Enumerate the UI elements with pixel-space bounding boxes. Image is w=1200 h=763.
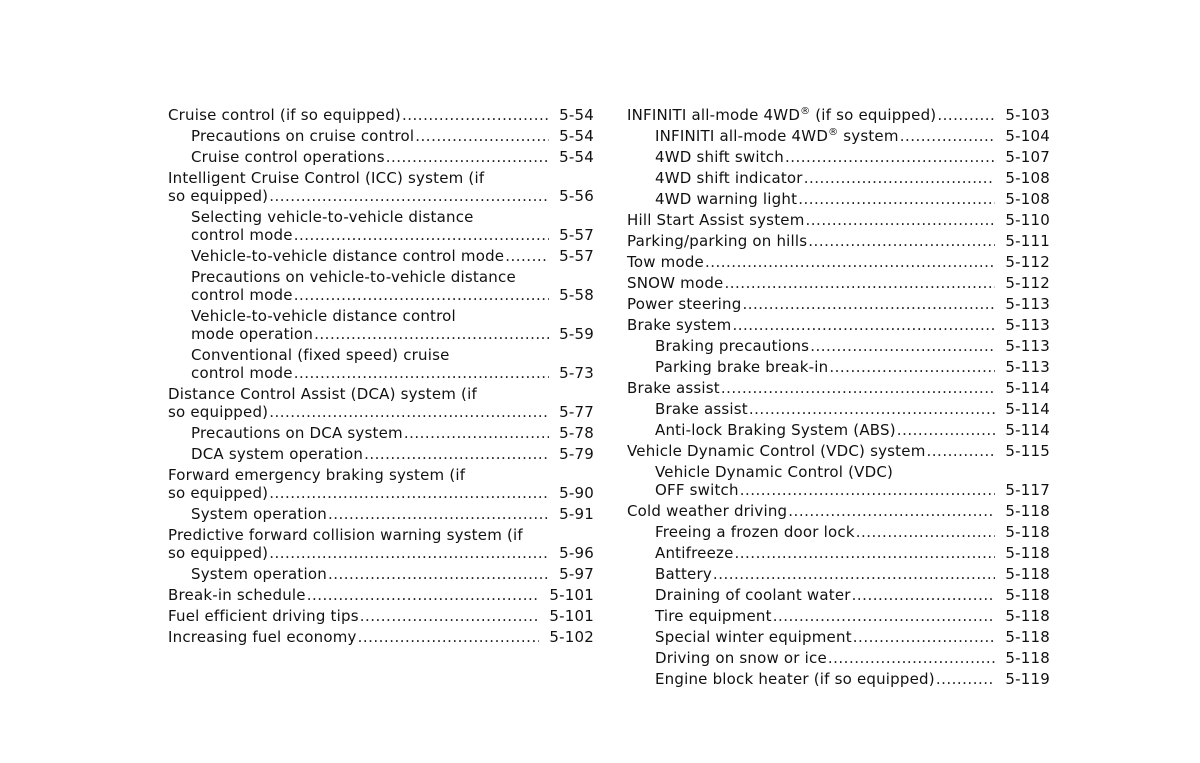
toc-entry-title-line: Vehicle Dynamic Control (VDC)	[655, 463, 894, 481]
toc-entry-braking-precautions[interactable]	[627, 337, 1050, 355]
toc-entry-precautions-on-vehicle-to-vehicle-distance-control-mode[interactable]	[168, 268, 594, 304]
toc-left-column	[168, 106, 594, 646]
toc-entry-title: Brake assist	[627, 379, 720, 397]
toc-page-number: 5-118	[1005, 523, 1050, 541]
dot-leader	[269, 484, 549, 502]
toc-entry-precautions-on-cruise-control[interactable]	[168, 127, 594, 145]
toc-page-number: 5-101	[549, 607, 594, 625]
toc-entry-title: Parking brake break-in	[655, 358, 829, 376]
dot-leader	[404, 424, 549, 442]
dot-leader	[402, 106, 549, 124]
toc-page-number: 5-113	[1005, 316, 1050, 334]
dot-leader	[788, 502, 995, 520]
toc-entry-title-line: Predictive forward collision warning system (if	[168, 526, 523, 544]
toc-entry-draining-of-coolant-water[interactable]	[627, 586, 1050, 604]
dot-leader	[328, 565, 549, 583]
toc-entry-anti-lock-braking-system-abs[interactable]	[627, 421, 1050, 439]
toc-entry-row	[655, 190, 1050, 208]
dot-leader	[360, 607, 540, 625]
toc-entry-tow-mode[interactable]	[627, 253, 1050, 271]
toc-entry-row	[655, 670, 1050, 688]
dot-leader	[936, 670, 996, 688]
toc-entry-distance-control-assist-dca-system-if-so-equipped[interactable]	[168, 385, 594, 421]
toc-entry-infiniti-all-mode-4wd-if-so-equipped[interactable]	[627, 106, 1050, 124]
toc-entry-title-line: Distance Control Assist (DCA) system (if	[168, 385, 477, 403]
toc-entry-title: Battery	[655, 565, 712, 583]
toc-entry-row	[627, 442, 1050, 460]
dot-leader	[713, 565, 995, 583]
dot-leader	[415, 127, 549, 145]
toc-entry-title: so equipped)	[168, 187, 269, 205]
toc-page-number: 5-102	[549, 628, 594, 646]
toc-entry-row	[655, 607, 1050, 625]
toc-entry-title: Precautions on cruise control	[191, 127, 415, 145]
toc-entry-forward-emergency-braking-system-if-so-equipped[interactable]	[168, 466, 594, 502]
toc-entry-dca-system-operation[interactable]	[168, 445, 594, 463]
toc-entry-vehicle-dynamic-control-vdc-off-switch[interactable]	[627, 463, 1050, 499]
toc-entry-row	[168, 403, 594, 421]
toc-page-number: 5-97	[559, 565, 594, 583]
toc-entry-row	[168, 187, 594, 205]
toc-page-number: 5-91	[559, 505, 594, 523]
toc-entry-row	[655, 565, 1050, 583]
toc-entry-title: Vehicle Dynamic Control (VDC) system	[627, 442, 926, 460]
dot-leader	[810, 337, 995, 355]
toc-page-number: 5-73	[559, 364, 594, 382]
toc-entry-title: 4WD warning light	[655, 190, 798, 208]
dot-leader	[798, 190, 995, 208]
toc-entry-selecting-vehicle-to-vehicle-distance-control-mode[interactable]	[168, 208, 594, 244]
toc-page-number: 5-54	[559, 127, 594, 145]
dot-leader	[328, 505, 549, 523]
toc-entry-brake-assist[interactable]	[627, 379, 1050, 397]
toc-entry-row	[191, 247, 594, 265]
toc-entry-title-line: Vehicle-to-vehicle distance control	[191, 307, 456, 325]
toc-page-number: 5-57	[559, 226, 594, 244]
toc-entry-row	[191, 445, 594, 463]
toc-page-number: 5-118	[1005, 628, 1050, 646]
toc-entry-driving-on-snow-or-ice[interactable]	[627, 649, 1050, 667]
toc-entry-row	[168, 484, 594, 502]
toc-entry-title: 4WD shift switch	[655, 148, 784, 166]
dot-leader	[721, 379, 996, 397]
toc-entry-title: so equipped)	[168, 484, 269, 502]
toc-page-number: 5-58	[559, 286, 594, 304]
toc-entry-row	[627, 106, 1050, 124]
toc-page-number: 5-113	[1005, 337, 1050, 355]
toc-entry-title: OFF switch	[655, 481, 739, 499]
toc-page-number: 5-119	[1005, 670, 1050, 688]
toc-entry-snow-mode[interactable]	[627, 274, 1050, 292]
toc-entry-title: Break-in schedule	[168, 586, 306, 604]
toc-entry-title: Parking/parking on hills	[627, 232, 808, 250]
toc-entry-row	[191, 505, 594, 523]
dot-leader	[732, 316, 995, 334]
toc-entry-system-operation[interactable]	[168, 505, 594, 523]
toc-entry-title: Cruise control (if so equipped)	[168, 106, 401, 124]
dot-leader	[856, 523, 996, 541]
toc-entry-row	[191, 127, 594, 145]
toc-entry-row	[655, 337, 1050, 355]
toc-entry-title: Tow mode	[627, 253, 704, 271]
toc-entry-power-steering[interactable]	[627, 295, 1050, 313]
toc-entry-row	[191, 565, 594, 583]
toc-entry-tire-equipment[interactable]	[627, 607, 1050, 625]
toc-entry-row	[191, 364, 594, 382]
toc-entry-4wd-shift-switch[interactable]	[627, 148, 1050, 166]
dot-leader	[307, 586, 540, 604]
toc-page-number: 5-101	[549, 586, 594, 604]
dot-leader	[742, 295, 995, 313]
toc-entry-row	[655, 544, 1050, 562]
toc-entry-fuel-efficient-driving-tips[interactable]	[168, 607, 594, 625]
toc-page-number: 5-90	[559, 484, 594, 502]
toc-entry-title: Precautions on DCA system	[191, 424, 403, 442]
toc-entry-system-operation[interactable]	[168, 565, 594, 583]
toc-page-number: 5-59	[559, 325, 594, 343]
toc-right-column	[627, 106, 1050, 688]
toc-entry-row	[655, 628, 1050, 646]
dot-leader	[829, 358, 995, 376]
toc-entry-row	[655, 481, 1050, 499]
dot-leader	[785, 148, 995, 166]
toc-page-number: 5-108	[1005, 190, 1050, 208]
toc-entry-row	[627, 232, 1050, 250]
dot-leader	[808, 232, 995, 250]
dot-leader	[740, 481, 996, 499]
toc-page-number: 5-112	[1005, 274, 1050, 292]
toc-entry-row	[627, 274, 1050, 292]
toc-page-number: 5-114	[1005, 400, 1050, 418]
toc-entry-title: Freeing a frozen door lock	[655, 523, 855, 541]
toc-entry-row	[627, 253, 1050, 271]
toc-entry-row	[191, 325, 594, 343]
toc-entry-title: Brake assist	[655, 400, 748, 418]
toc-entry-row	[627, 211, 1050, 229]
toc-page-number: 5-57	[559, 247, 594, 265]
toc-entry-title: 4WD shift indicator	[655, 169, 803, 187]
toc-page-number: 5-107	[1005, 148, 1050, 166]
toc-page-number: 5-113	[1005, 295, 1050, 313]
toc-page-number: 5-112	[1005, 253, 1050, 271]
dot-leader	[735, 544, 996, 562]
dot-leader	[358, 628, 540, 646]
toc-page-number: 5-79	[559, 445, 594, 463]
toc-entry-title: INFINITI all-mode 4WD® system	[655, 127, 899, 145]
dot-leader	[314, 325, 549, 343]
toc-entry-title-line: Forward emergency braking system (if	[168, 466, 466, 484]
toc-page-number: 5-118	[1005, 565, 1050, 583]
toc-entry-row	[655, 358, 1050, 376]
toc-entry-row	[191, 226, 594, 244]
toc-entry-title: System operation	[191, 565, 327, 583]
toc-page-number: 5-56	[559, 187, 594, 205]
toc-entry-title: Draining of coolant water	[655, 586, 851, 604]
toc-page-number: 5-103	[1005, 106, 1050, 124]
toc-entry-4wd-warning-light[interactable]	[627, 190, 1050, 208]
toc-page-number: 5-113	[1005, 358, 1050, 376]
toc-page-number: 5-78	[559, 424, 594, 442]
toc-entry-row	[655, 523, 1050, 541]
toc-entry-title: Antifreeze	[655, 544, 734, 562]
toc-entry-row	[191, 148, 594, 166]
toc-entry-cruise-control-operations[interactable]	[168, 148, 594, 166]
toc-entry-title: Cruise control operations	[191, 148, 385, 166]
toc-entry-freeing-a-frozen-door-lock[interactable]	[627, 523, 1050, 541]
toc-entry-title: DCA system operation	[191, 445, 364, 463]
toc-entry-title-line: Conventional (fixed speed) cruise	[191, 346, 450, 364]
toc-entry-title: control mode	[191, 226, 293, 244]
toc-entry-title: Braking precautions	[655, 337, 810, 355]
dot-leader	[269, 544, 549, 562]
dot-leader	[269, 187, 549, 205]
toc-entry-title: Special winter equipment	[655, 628, 852, 646]
toc-page-number: 5-96	[559, 544, 594, 562]
toc-page-number: 5-77	[559, 403, 594, 421]
toc-entry-row	[168, 106, 594, 124]
toc-entry-row	[627, 379, 1050, 397]
toc-page-number: 5-118	[1005, 544, 1050, 562]
toc-entry-title: Hill Start Assist system	[627, 211, 805, 229]
toc-entry-title: mode operation	[191, 325, 314, 343]
toc-entry-row	[191, 424, 594, 442]
toc-entry-row	[655, 586, 1050, 604]
dot-leader	[806, 211, 996, 229]
dot-leader	[294, 226, 549, 244]
toc-entry-parking-parking-on-hills[interactable]	[627, 232, 1050, 250]
dot-leader	[828, 649, 996, 667]
toc-entry-row	[655, 127, 1050, 145]
toc-page-number: 5-114	[1005, 421, 1050, 439]
toc-entry-vehicle-dynamic-control-vdc-system[interactable]	[627, 442, 1050, 460]
dot-leader	[900, 127, 996, 145]
toc-entry-title-line: Intelligent Cruise Control (ICC) system (if	[168, 169, 485, 187]
dot-leader	[505, 247, 549, 265]
toc-entry-row	[655, 421, 1050, 439]
dot-leader	[364, 445, 549, 463]
toc-entry-row	[627, 295, 1050, 313]
toc-entry-row	[168, 586, 594, 604]
toc-entry-title: Vehicle-to-vehicle distance control mode	[191, 247, 505, 265]
toc-entry-brake-assist[interactable]	[627, 400, 1050, 418]
toc-entry-battery[interactable]	[627, 565, 1050, 583]
toc-entry-title: Anti-lock Braking System (ABS)	[655, 421, 896, 439]
toc-page-number: 5-118	[1005, 607, 1050, 625]
toc-entry-title: Fuel efficient driving tips	[168, 607, 359, 625]
toc-entry-hill-start-assist-system[interactable]	[627, 211, 1050, 229]
dot-leader	[294, 286, 549, 304]
toc-entry-vehicle-to-vehicle-distance-control-mode-operation[interactable]	[168, 307, 594, 343]
dot-leader	[749, 400, 996, 418]
dot-leader	[294, 364, 549, 382]
toc-entry-title: SNOW mode	[627, 274, 724, 292]
toc-page-number: 5-114	[1005, 379, 1050, 397]
dot-leader	[937, 106, 995, 124]
toc-entry-brake-system[interactable]	[627, 316, 1050, 334]
toc-entry-infiniti-all-mode-4wd-system[interactable]	[627, 127, 1050, 145]
toc-entry-row	[168, 628, 594, 646]
dot-leader	[852, 586, 996, 604]
toc-entry-row	[655, 148, 1050, 166]
dot-leader	[897, 421, 996, 439]
toc-entry-parking-brake-break-in[interactable]	[627, 358, 1050, 376]
dot-leader	[269, 403, 549, 421]
toc-entry-title: control mode	[191, 364, 293, 382]
dot-leader	[927, 442, 996, 460]
dot-leader	[853, 628, 996, 646]
toc-entry-title-line: Selecting vehicle-to-vehicle distance	[191, 208, 474, 226]
toc-entry-break-in-schedule[interactable]	[168, 586, 594, 604]
toc-entry-vehicle-to-vehicle-distance-control-mode[interactable]	[168, 247, 594, 265]
dot-leader	[386, 148, 549, 166]
toc-entry-row	[168, 607, 594, 625]
toc-entry-row	[191, 286, 594, 304]
toc-entry-title: Cold weather driving	[627, 502, 788, 520]
toc-page-number: 5-104	[1005, 127, 1050, 145]
dot-leader	[725, 274, 996, 292]
toc-entry-title: Tire equipment	[655, 607, 772, 625]
toc-entry-row	[627, 316, 1050, 334]
toc-entry-title: INFINITI all-mode 4WD® (if so equipped)	[627, 106, 937, 124]
toc-entry-title: so equipped)	[168, 403, 269, 421]
toc-entry-title: Increasing fuel economy	[168, 628, 357, 646]
toc-entry-predictive-forward-collision-warning-system-if-so-equipped[interactable]	[168, 526, 594, 562]
toc-entry-row	[655, 649, 1050, 667]
toc-entry-title: Driving on snow or ice	[655, 649, 827, 667]
toc-entry-title: System operation	[191, 505, 327, 523]
toc-page-number: 5-117	[1005, 481, 1050, 499]
toc-page-number: 5-111	[1005, 232, 1050, 250]
toc-entry-title: Power steering	[627, 295, 742, 313]
toc-entry-intelligent-cruise-control-icc-system-if-so-equipped[interactable]	[168, 169, 594, 205]
toc-entry-cruise-control-if-so-equipped[interactable]	[168, 106, 594, 124]
toc-entry-row	[627, 502, 1050, 520]
toc-entry-conventional-fixed-speed-cruise-control-mode[interactable]	[168, 346, 594, 382]
toc-page-number: 5-118	[1005, 649, 1050, 667]
toc-entry-engine-block-heater-if-so-equipped[interactable]	[627, 670, 1050, 688]
toc-entry-antifreeze[interactable]	[627, 544, 1050, 562]
toc-entry-title: control mode	[191, 286, 293, 304]
toc-entry-title: Brake system	[627, 316, 732, 334]
toc-entry-row	[655, 400, 1050, 418]
toc-entry-increasing-fuel-economy[interactable]	[168, 628, 594, 646]
toc-page-number: 5-115	[1005, 442, 1050, 460]
dot-leader	[804, 169, 996, 187]
toc-page-number: 5-118	[1005, 586, 1050, 604]
toc-page-number: 5-118	[1005, 502, 1050, 520]
toc-page-number: 5-54	[559, 148, 594, 166]
toc-entry-4wd-shift-indicator[interactable]	[627, 169, 1050, 187]
toc-entry-row	[655, 169, 1050, 187]
toc-page-number: 5-54	[559, 106, 594, 124]
toc-entry-row	[168, 544, 594, 562]
dot-leader	[705, 253, 995, 271]
dot-leader	[773, 607, 996, 625]
toc-entry-title: Engine block heater (if so equipped)	[655, 670, 935, 688]
toc-entry-special-winter-equipment[interactable]	[627, 628, 1050, 646]
toc-entry-cold-weather-driving[interactable]	[627, 502, 1050, 520]
toc-page-number: 5-110	[1005, 211, 1050, 229]
toc-entry-title: so equipped)	[168, 544, 269, 562]
toc-entry-title-line: Precautions on vehicle-to-vehicle distance	[191, 268, 516, 286]
toc-page-number: 5-108	[1005, 169, 1050, 187]
toc-entry-precautions-on-dca-system[interactable]	[168, 424, 594, 442]
